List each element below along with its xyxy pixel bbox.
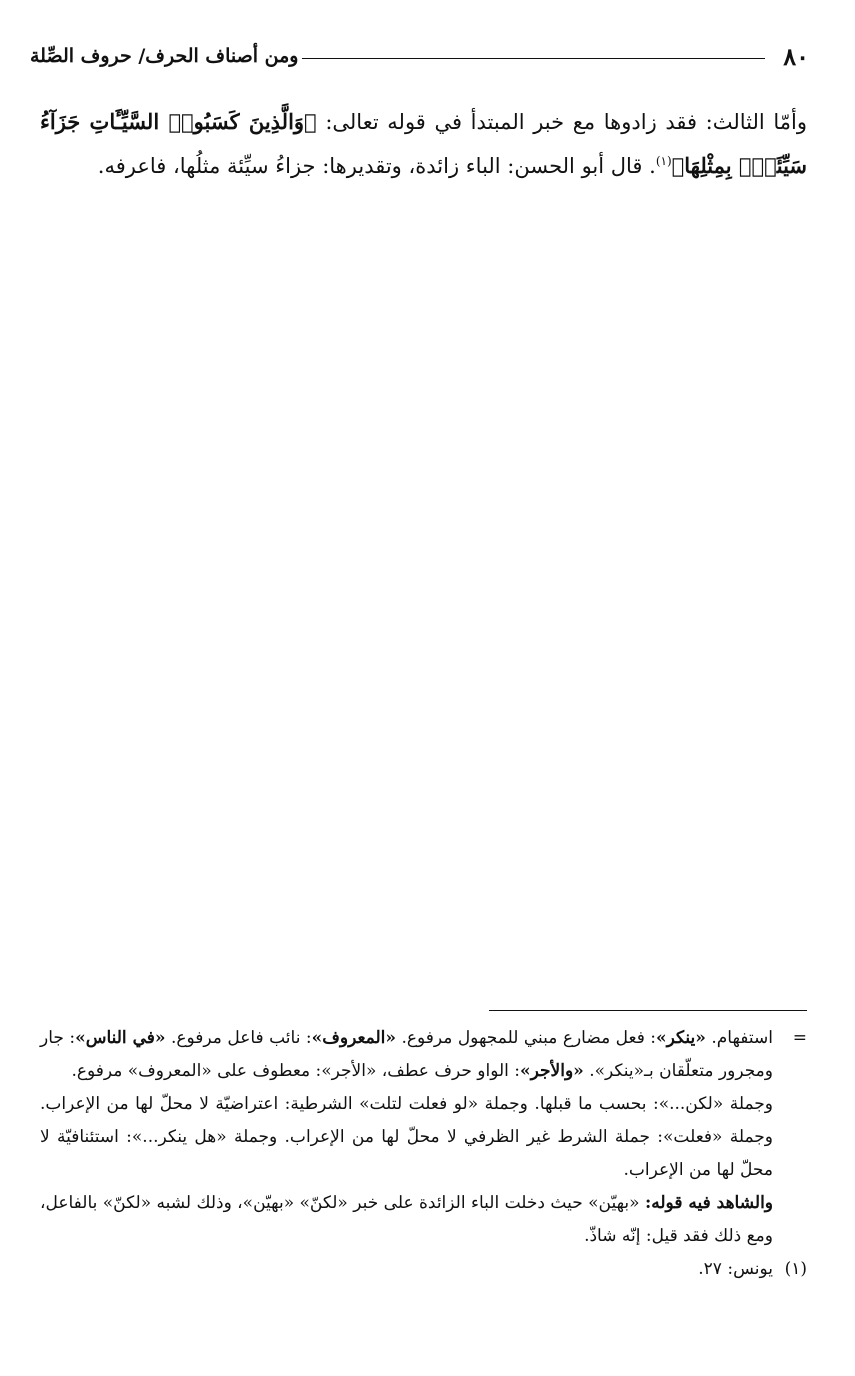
fn-keyword: «والأجر» bbox=[520, 1061, 584, 1081]
footnote-number: (١) bbox=[784, 1259, 807, 1279]
quran-verse: ﴿وَالَّذِينَ كَسَبُوا۟ السَّيِّـَٔاتِ جَزَآءُ سَيِّئَةٍۭ بِمِثْلِهَا﴾ bbox=[40, 109, 807, 178]
footnote-continuation bbox=[40, 1022, 807, 1253]
fn-text: : فعل مضارع مبني للمجهول مرفوع. bbox=[401, 1028, 657, 1048]
footnote-paragraph-sentences: وجملة «لكن...»: بحسب ما قبلها. وجملة «لو فعلت لتلت» الشرطية: اعتراضيّة لا محلّ لها من الإعراب. وجملة «فعلت»: جملة الشرط غير الظرفي لا محلّ لها من الإعراب. وجملة «هل ينكر...»: استئنافيّة لا محلّ لها من الإعراب. bbox=[40, 1094, 773, 1180]
footnote-paragraph-evidence bbox=[40, 1187, 773, 1253]
fn-text: : جار ومجرور متعلّقان بـ«ينكر». bbox=[40, 1028, 773, 1081]
page-header bbox=[30, 36, 809, 76]
page-number: ٨٠ bbox=[783, 41, 809, 71]
continuation-marker: = bbox=[792, 1028, 807, 1048]
footnote-reference[interactable]: (١) bbox=[655, 154, 672, 168]
fn-text: استفهام. bbox=[711, 1028, 773, 1048]
footnotes bbox=[40, 1022, 807, 1286]
header-rule bbox=[302, 58, 765, 59]
fn-keyword: «المعروف» bbox=[311, 1028, 397, 1048]
footnote-1 bbox=[40, 1253, 807, 1286]
explanation-text: . قال أبو الحسن: الباء زائدة، وتقديرها: جزاءُ سيِّئة مثلُها، فاعرفه. bbox=[97, 154, 656, 178]
fn-keyword: «في الناس» bbox=[75, 1028, 166, 1048]
fn-text: : الواو حرف عطف، «الأجر»: معطوف على «المعروف» مرفوع. bbox=[71, 1061, 521, 1081]
intro-text: وأمّا الثالث: فقد زادوها مع خبر المبتدأ في قوله تعالى: bbox=[325, 110, 807, 134]
running-title: ومن أصناف الحرف/ حروف الصِّلة bbox=[30, 45, 299, 67]
footnote-paragraph-parsing bbox=[40, 1022, 773, 1088]
footnote-separator bbox=[489, 1010, 807, 1011]
evidence-label: والشاهد فيه قوله: bbox=[644, 1193, 773, 1213]
main-text bbox=[40, 100, 807, 188]
footnote-1-text: يونس: ٢٧. bbox=[698, 1259, 773, 1279]
fn-keyword: «ينكر» bbox=[656, 1028, 706, 1048]
evidence-text: «بهيّن» حيث دخلت الباء الزائدة على خبر «لكنّ» «بهيّن»، وذلك لشبه «لكنّ» بالفاعل، ومع ذلك فقد قيل: إنّه شاذّ. bbox=[40, 1193, 773, 1246]
fn-text: : نائب فاعل مرفوع. bbox=[170, 1028, 312, 1048]
